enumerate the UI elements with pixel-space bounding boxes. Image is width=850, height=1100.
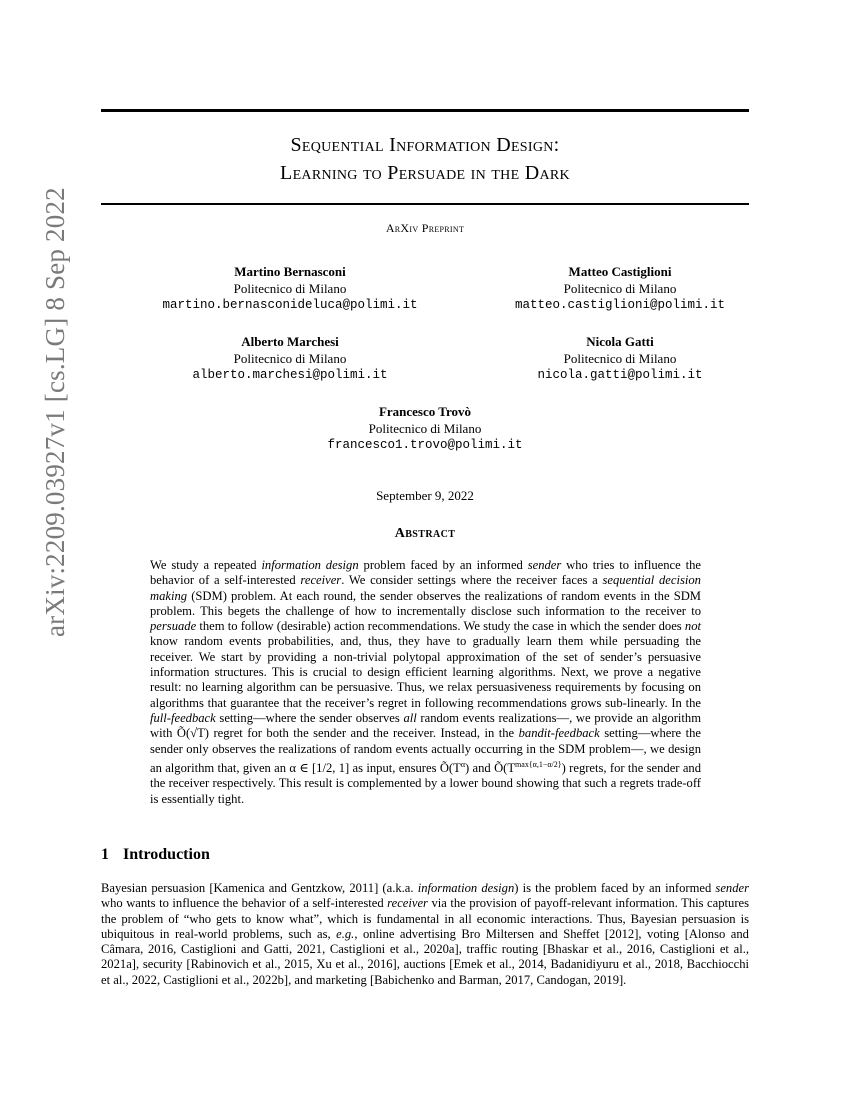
author-name: Nicola Gatti (586, 334, 654, 349)
abstract-heading: Abstract (394, 526, 456, 541)
author-email: alberto.marchesi@polimi.it (192, 368, 388, 382)
author-block (140, 333, 440, 384)
section-number: 1 (101, 846, 109, 863)
paper-title-line-2: Learning to Persuade in the Dark (280, 162, 570, 184)
author-affiliation: Politecnico di Milano (563, 351, 677, 366)
author-name: Matteo Castiglioni (568, 264, 672, 279)
section-heading (101, 846, 210, 864)
author-block (275, 403, 575, 454)
author-block (470, 333, 770, 384)
section-title: Introduction (123, 846, 210, 863)
author-name: Alberto Marchesi (241, 334, 339, 349)
author-email: matteo.castiglioni@polimi.it (514, 298, 726, 312)
preprint-label: ArXiv Preprint (385, 221, 465, 235)
author-block (470, 263, 770, 314)
author-affiliation: Politecnico di Milano (233, 351, 347, 366)
math-alpha-range: α ∈ [1/2, 1] (289, 761, 350, 776)
author-affiliation: Politecnico di Milano (233, 281, 347, 296)
author-block (140, 263, 440, 314)
author-name: Martino Bernasconi (234, 264, 346, 279)
abstract-body: We study a repeated information design problem faced by an informed sender who tries to influence the behavior of a self-interested receiver. We consider settings where the receiver faces a sequential decision making (SDM) problem. At each round, the sender observes the realizations of random events in the SDM problem. This begets the challenge of how to incrementally disclose such information to the receiver to persuade them to follow (desirable) action recommendations. We study the case in which the sender does not know random events probabilities, and, thus, they have to gradually learn them while persuading the receiver. We start by providing a non-trivial polytopal approximation of the set of sender’s persuasive information structures. This is crucial to design efficient learning algorithms. Next, we prove a negative result: no learning algorithm can be persuasive. Thus, we relax persuasiveness requirements by focusing on algorithms that guarantee that the receiver’s regret in following recommendations grows sub-linearly. In the full-feedback setting—where the sender observes all random events realizations—, we provide an algorithm with Õ(√T) regret for both the sender and the receiver. Instead, in the bandit-feedback setting—where the sender only observes the realizations of random events actually occurring in the SDM problem—, we design an algorithm that, given an α ∈ [1/2, 1] as input, ensures $Õ(T^\alpha)$ and $Õ(T^{max\{\alpha,1-\alpha/2\}})$ regrets, for the sender and the receiver respectively. This result is complemented by a lower bound showing that such a regrets trade-off is essentially tight. (150, 558, 702, 806)
title-rule-bottom (101, 203, 749, 205)
intro-paragraph: Bayesian persuasion [Kamenica and Gentzkow, 2011] (a.k.a. information design) is the problem faced by an informed sender who wants to influence the behavior of a self-interested receiver via the provision of payoff-relevant information. This captures the problem of “who gets to know what”, which is fundamental in all economic interactions. Thus, Bayesian persuasion is ubiquitous in real-world problems, such as, e.g., online advertising Bro Miltersen and Sheffet [2012], voting [Alonso and Câmara, 2016, Castiglioni and Gatti, 2021, Castiglioni et al., 2020a], traffic routing [Bhaskar et al., 2016, Castiglioni et al., 2021a], security [Rabinovich et al., 2015, Xu et al., 2016], auctions [Emek et al., 2014, Badanidiyuru et al., 2018, Bacchiocchi et al., 2022, Castiglioni et al., 2022b], and marketing [Babichenko and Barman, 2017, Candogan, 2019]. (101, 881, 749, 987)
author-email: nicola.gatti@polimi.it (537, 368, 703, 382)
math-regret-sqrt: Õ(√T) (176, 726, 209, 741)
title-rule-top (101, 109, 749, 112)
paper-date: September 9, 2022 (376, 488, 474, 503)
author-affiliation: Politecnico di Milano (368, 421, 482, 436)
arxiv-identifier-stamp: arXiv:2209.03927v1 [cs.LG] 8 Sep 2022 (40, 187, 70, 637)
author-affiliation: Politecnico di Milano (563, 281, 677, 296)
author-email: francesco1.trovo@polimi.it (327, 438, 523, 452)
paper-title-line-1: Sequential Information Design: (290, 134, 560, 156)
author-email: martino.bernasconideluca@polimi.it (162, 298, 418, 312)
math-receiver-regret: $Õ(T^{max\{\alpha,1-\alpha/2\}})$ (494, 759, 566, 776)
author-name: Francesco Trovò (378, 404, 472, 419)
math-sender-regret: $Õ(T^\alpha)$ (439, 759, 470, 776)
